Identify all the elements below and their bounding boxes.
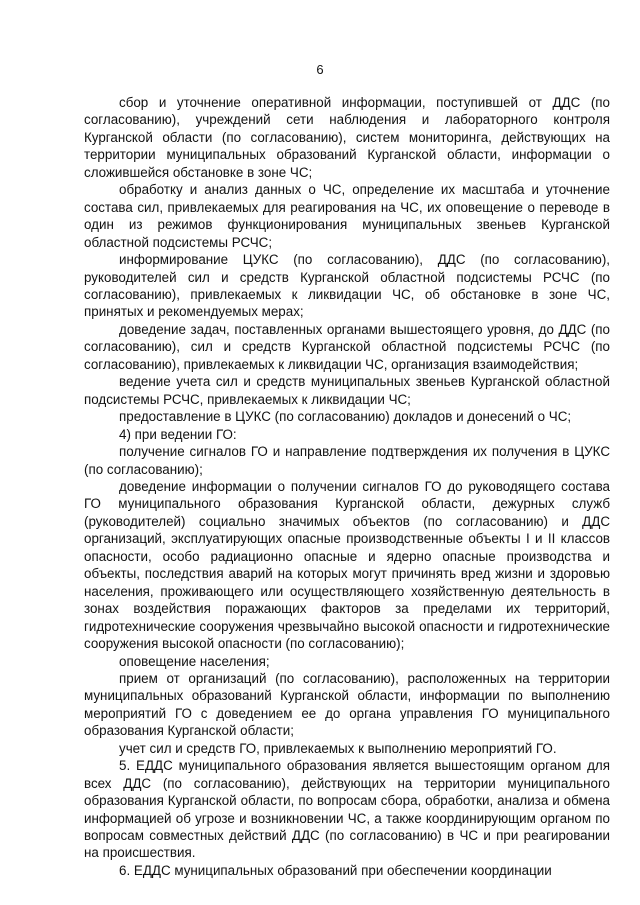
paragraph: 4) при ведении ГО: <box>119 426 237 442</box>
page-number: 6 <box>316 62 324 77</box>
paragraph: учет сил и средств ГО, привлекаемых к выполнению мероприятий ГО. <box>119 740 557 756</box>
paragraph: оповещение населения; <box>119 653 270 669</box>
paragraph: прием от организаций (по согласованию), расположенных на территории муниципальных образований Курганской области, информации по выполнению мероприятий ГО с доведением ее до органа управления ГО муниципального образования Курганской области; <box>84 670 610 739</box>
paragraph: 5. ЕДДС муниципального образования является вышестоящим органом для всех ДДС (по согласованию), действующих на территории муниципального образования Курганской области, по вопросам сбора, обработки, анализа и обмена информацией об угрозе и возникновении ЧС, а также координирующим органом по вопросам совместных действий ДДС (по согласованию) в ЧС и при реагировании на происшествия. <box>84 758 610 861</box>
paragraph: информирование ЦУКС (по согласованию), ДДС (по согласованию), руководителей сил и средств Курганской областной подсистемы РСЧС (по согласованию), привлекаемых к ликвидации ЧС, об обстановке в зоне ЧС, принятых и рекомендуемых мерах; <box>84 252 610 320</box>
paragraph: предоставление в ЦУКС (по согласованию) докладов и донесений о ЧС; <box>119 409 572 425</box>
paragraph: обработку и анализ данных о ЧС, определение их масштаба и уточнение состава сил, привлекаемых для реагирования на ЧС, их оповещение о переводе в один из режимов функционирования муниципальных звеньев Курганской областной подсистемы РСЧС; <box>84 182 610 250</box>
paragraph: сбор и уточнение оперативной информации, поступившей от ДДС (по согласованию), учреждений сети наблюдения и лабораторного контроля Курганской области (по согласованию), систем мониторинга, действующих на территории муниципальных образований Курганской области, информации о сложившейся обстановке в зоне ЧС; <box>84 95 610 180</box>
paragraph: доведение задач, поставленных органами вышестоящего уровня, до ДДС (по согласованию), сил и средств Курганской областной подсистемы РСЧС (по согласованию), привлекаемых к ликвидации ЧС, организация взаимодействия; <box>84 321 610 372</box>
paragraph: доведение информации о получении сигналов ГО до руководящего состава ГО муниципального образования Курганской области, дежурных служб (руководителей) социально значимых объектов (по согласованию) и ДДС организаций, эксплуатирующих опасные производственные объекты I и II классов опасности, особо радиационно опасные и ядерно опасные производства и объекты, последствия аварий на которых могут причинять вред жизни и здоровью населения, проживающего или осуществляющего хозяйственную деятельность в зонах воздействия поражающих факторов за пределами их территорий, гидротехнические сооружения чрезвычайно высокой опасности и гидротехнические сооружения высокой опасности (по согласованию); <box>84 478 610 652</box>
paragraph: получение сигналов ГО и направление подтверждения их получения в ЦУКС (по согласованию); <box>84 444 610 477</box>
paragraph: 6. ЕДДС муниципальных образований при обеспечении координации <box>119 862 552 878</box>
document-body <box>84 94 610 879</box>
paragraph: ведение учета сил и средств муниципальных звеньев Курганской областной подсистемы РСЧС, привлекаемых к ликвидации ЧС; <box>84 374 610 407</box>
